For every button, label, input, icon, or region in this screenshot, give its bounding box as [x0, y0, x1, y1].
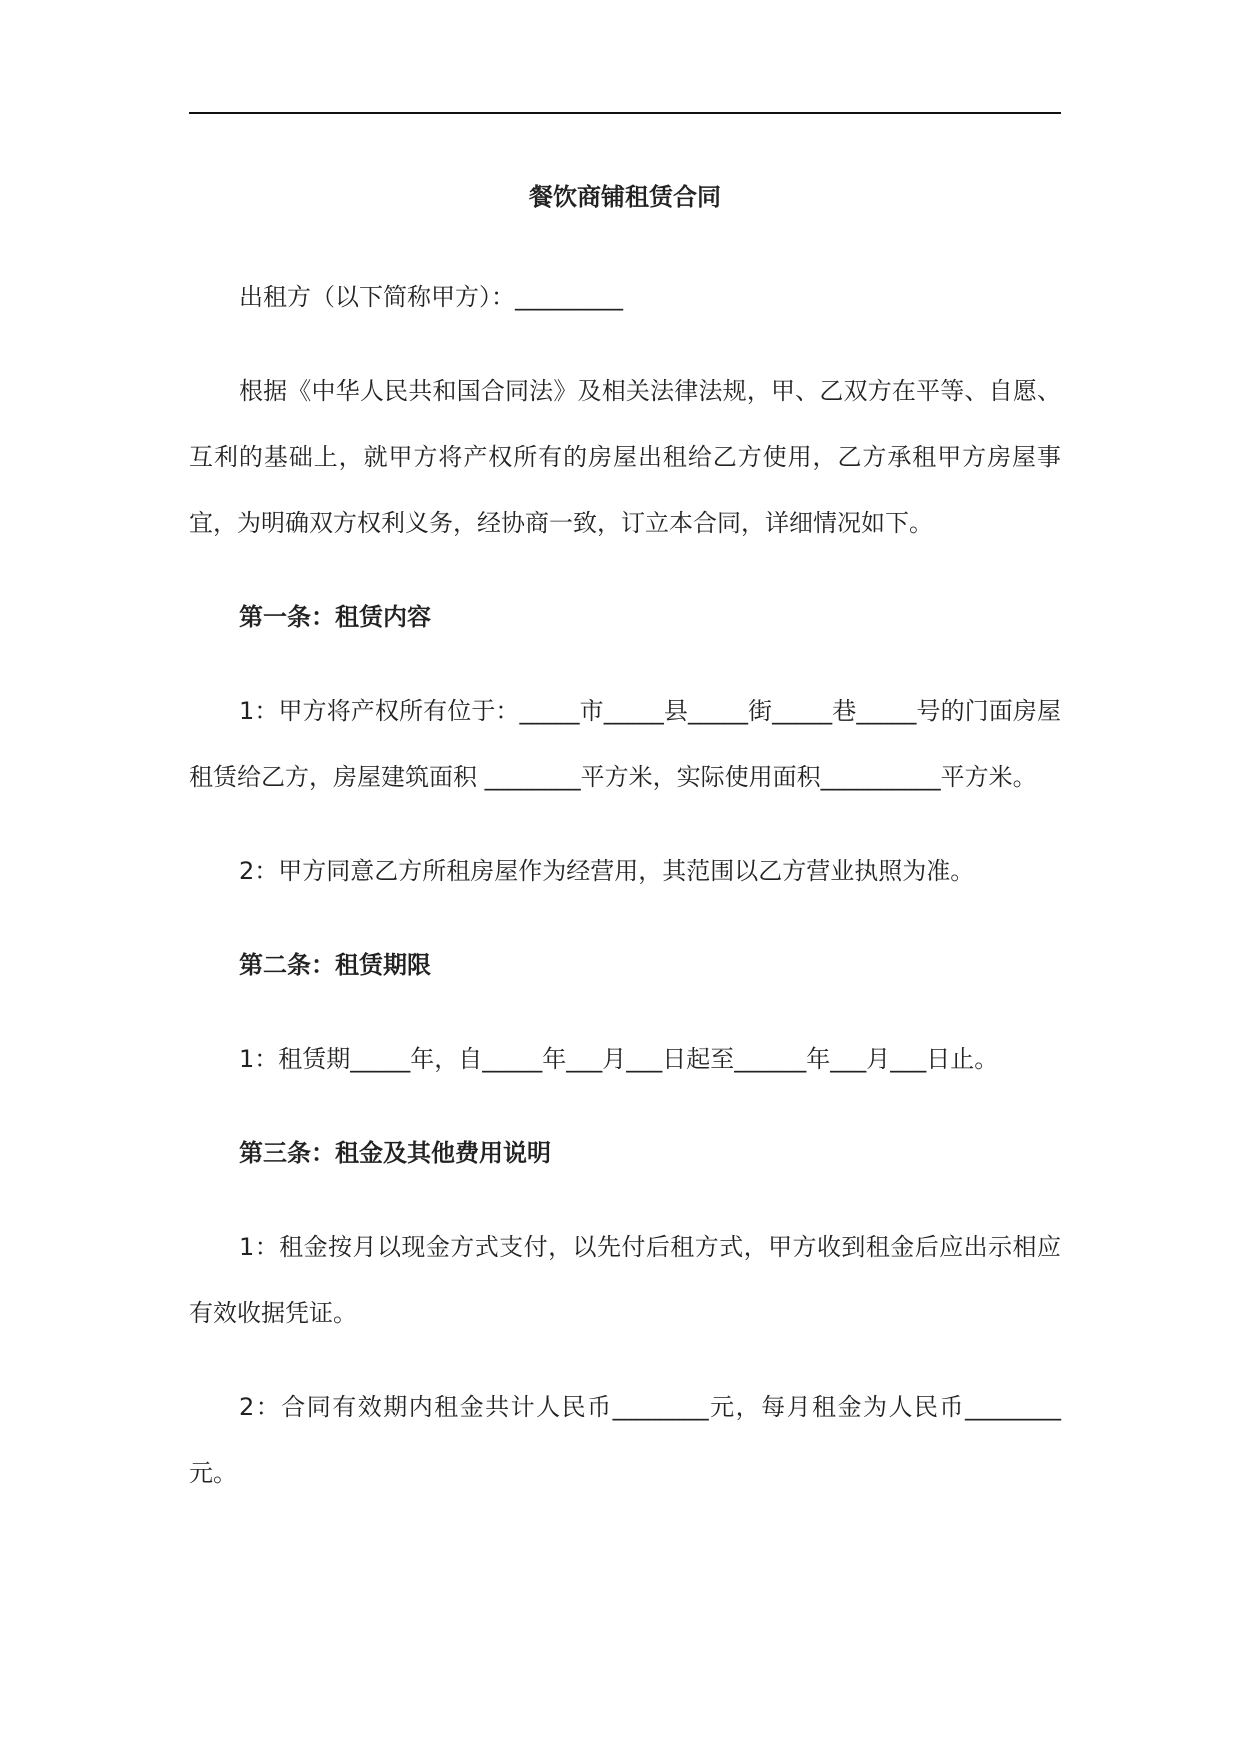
- document-title: 餐饮商铺租赁合同: [529, 183, 721, 211]
- header-rule: [189, 112, 1061, 114]
- article-3-clause-2: 2：合同有效期内租金共计人民币________元，每月租金为人民币________元。: [189, 1393, 1061, 1487]
- article-1-clause-1: 1：甲方将产权所有位于：_____市_____县_____街_____巷_____号的门面房屋租赁给乙方，房屋建筑面积 ________平方米，实际使用面积__________平方米。: [189, 697, 1061, 791]
- article-1-clause-2: 2：甲方同意乙方所租房屋作为经营用，其范围以乙方营业执照为准。: [239, 857, 975, 885]
- article-3-clause-1: 1：租金按月以现金方式支付，以先付后租方式，甲方收到租金后应出示相应有效收据凭证。: [189, 1233, 1061, 1327]
- lessor-line: 出租方（以下简称甲方）：_________: [239, 283, 623, 311]
- document-body: [189, 170, 1061, 1506]
- article-2-clause-1: 1：租赁期_____年，自_____年___月___日起至______年___月___日止。: [239, 1045, 999, 1073]
- article-2-heading: 第二条：租赁期限: [239, 951, 431, 979]
- preamble-paragraph: 根据《中华人民共和国合同法》及相关法律法规，甲、乙双方在平等、自愿、互利的基础上，就甲方将产权所有的房屋出租给乙方使用，乙方承租甲方房屋事宜，为明确双方权利义务，经协商一致，订立本合同，详细情况如下。: [189, 377, 1061, 537]
- article-3-heading: 第三条：租金及其他费用说明: [239, 1139, 551, 1167]
- article-1-heading: 第一条：租赁内容: [239, 603, 431, 631]
